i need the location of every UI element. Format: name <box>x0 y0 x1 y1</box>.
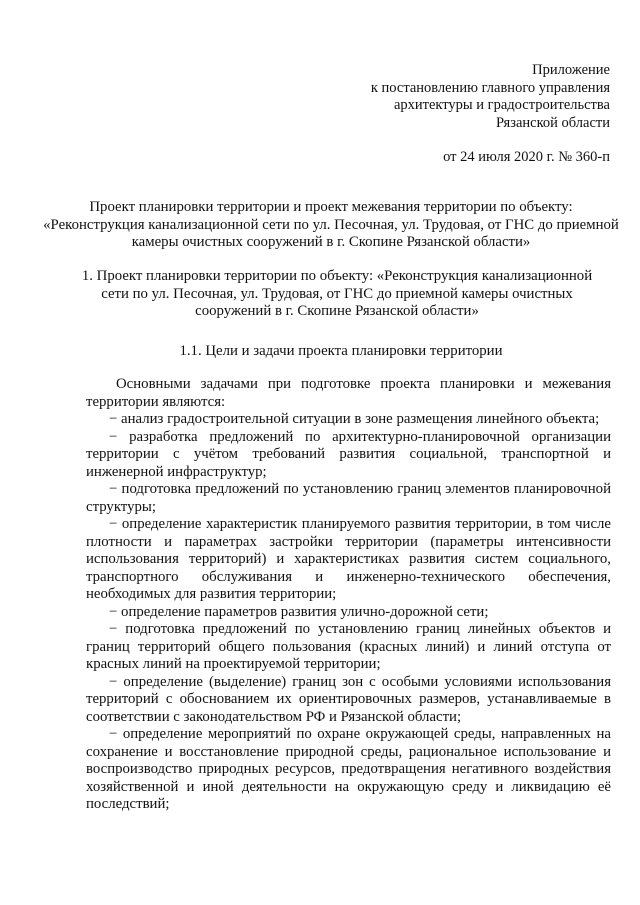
list-item: − определение характеристик планируемого развития территории, в том числе плотности и параметрах застройки территории (параметры интенсивности использования территорий) и характеристиках развития систем социального, транспортного обслуживания и инженерно-технического обеспечения, необходимых для развития территории; <box>86 516 611 602</box>
section-heading: 1. Проект планировки территории по объекту: «Реконструкция канализационной сети по ул. Песочная, ул. Трудовая, от ГНС до приемной камеры очистных сооружений в г. Скопине Рязанской области» <box>81 268 593 319</box>
list-item: − определение мероприятий по охране окружающей среды, направленных на сохранение и восстановление природной среды, рациональное использование и воспроизводство природных ресурсов, предотвращения негативного воздействия хозяйственной и иной деятельности на окружающую среду и ликвидацию её последствий; <box>86 726 611 812</box>
document-title: Проект планировки территории и проект межевания территории по объекту: «Реконструкция канализационной сети по ул. Песочная, ул. Трудовая, от ГНС до приемной камеры очистных сооружений в г. Скопине Рязанской области» <box>43 199 619 250</box>
list-item: − анализ градостроительной ситуации в зоне размещения линейного объекта; <box>109 411 600 427</box>
intro-paragraph: Основными задачами при подготовке проекта планировки и межевания территории являются: <box>86 376 611 410</box>
list-item: − подготовка предложений по установлению границ линейных объектов и границ территорий общего пользования (красных линий) и линий отступа от красных линий на проектируемой территории; <box>86 621 611 672</box>
appendix-line-4: Рязанской области <box>496 114 610 131</box>
list-item: − определение (выделение) границ зон с особыми условиями использования территорий с обоснованием их ориентировочных размеров, устанавливаемые в соответствии с законодательством РФ и Рязанской области; <box>86 673 611 725</box>
document-body <box>86 376 611 814</box>
list-item: − подготовка предложений по установлению границ элементов планировочной структуры; <box>86 481 611 515</box>
appendix-date: от 24 июля 2020 г. № 360-п <box>443 149 610 165</box>
list-item: − определение параметров развития улично-дорожной сети; <box>109 603 489 620</box>
appendix-line-1: Приложение <box>532 62 610 78</box>
appendix-line-2: к постановлению главного управления <box>370 79 610 96</box>
list-item: − разработка предложений по архитектурно-планировочной организации территории с учётом требований развития социальной, транспортной и инженерной инфраструктур; <box>86 428 611 480</box>
appendix-line-3: архитектуры и градостроительства <box>393 97 610 113</box>
appendix-block <box>280 62 610 167</box>
subsection-heading: 1.1. Цели и задачи проекта планировки территории <box>179 343 503 359</box>
